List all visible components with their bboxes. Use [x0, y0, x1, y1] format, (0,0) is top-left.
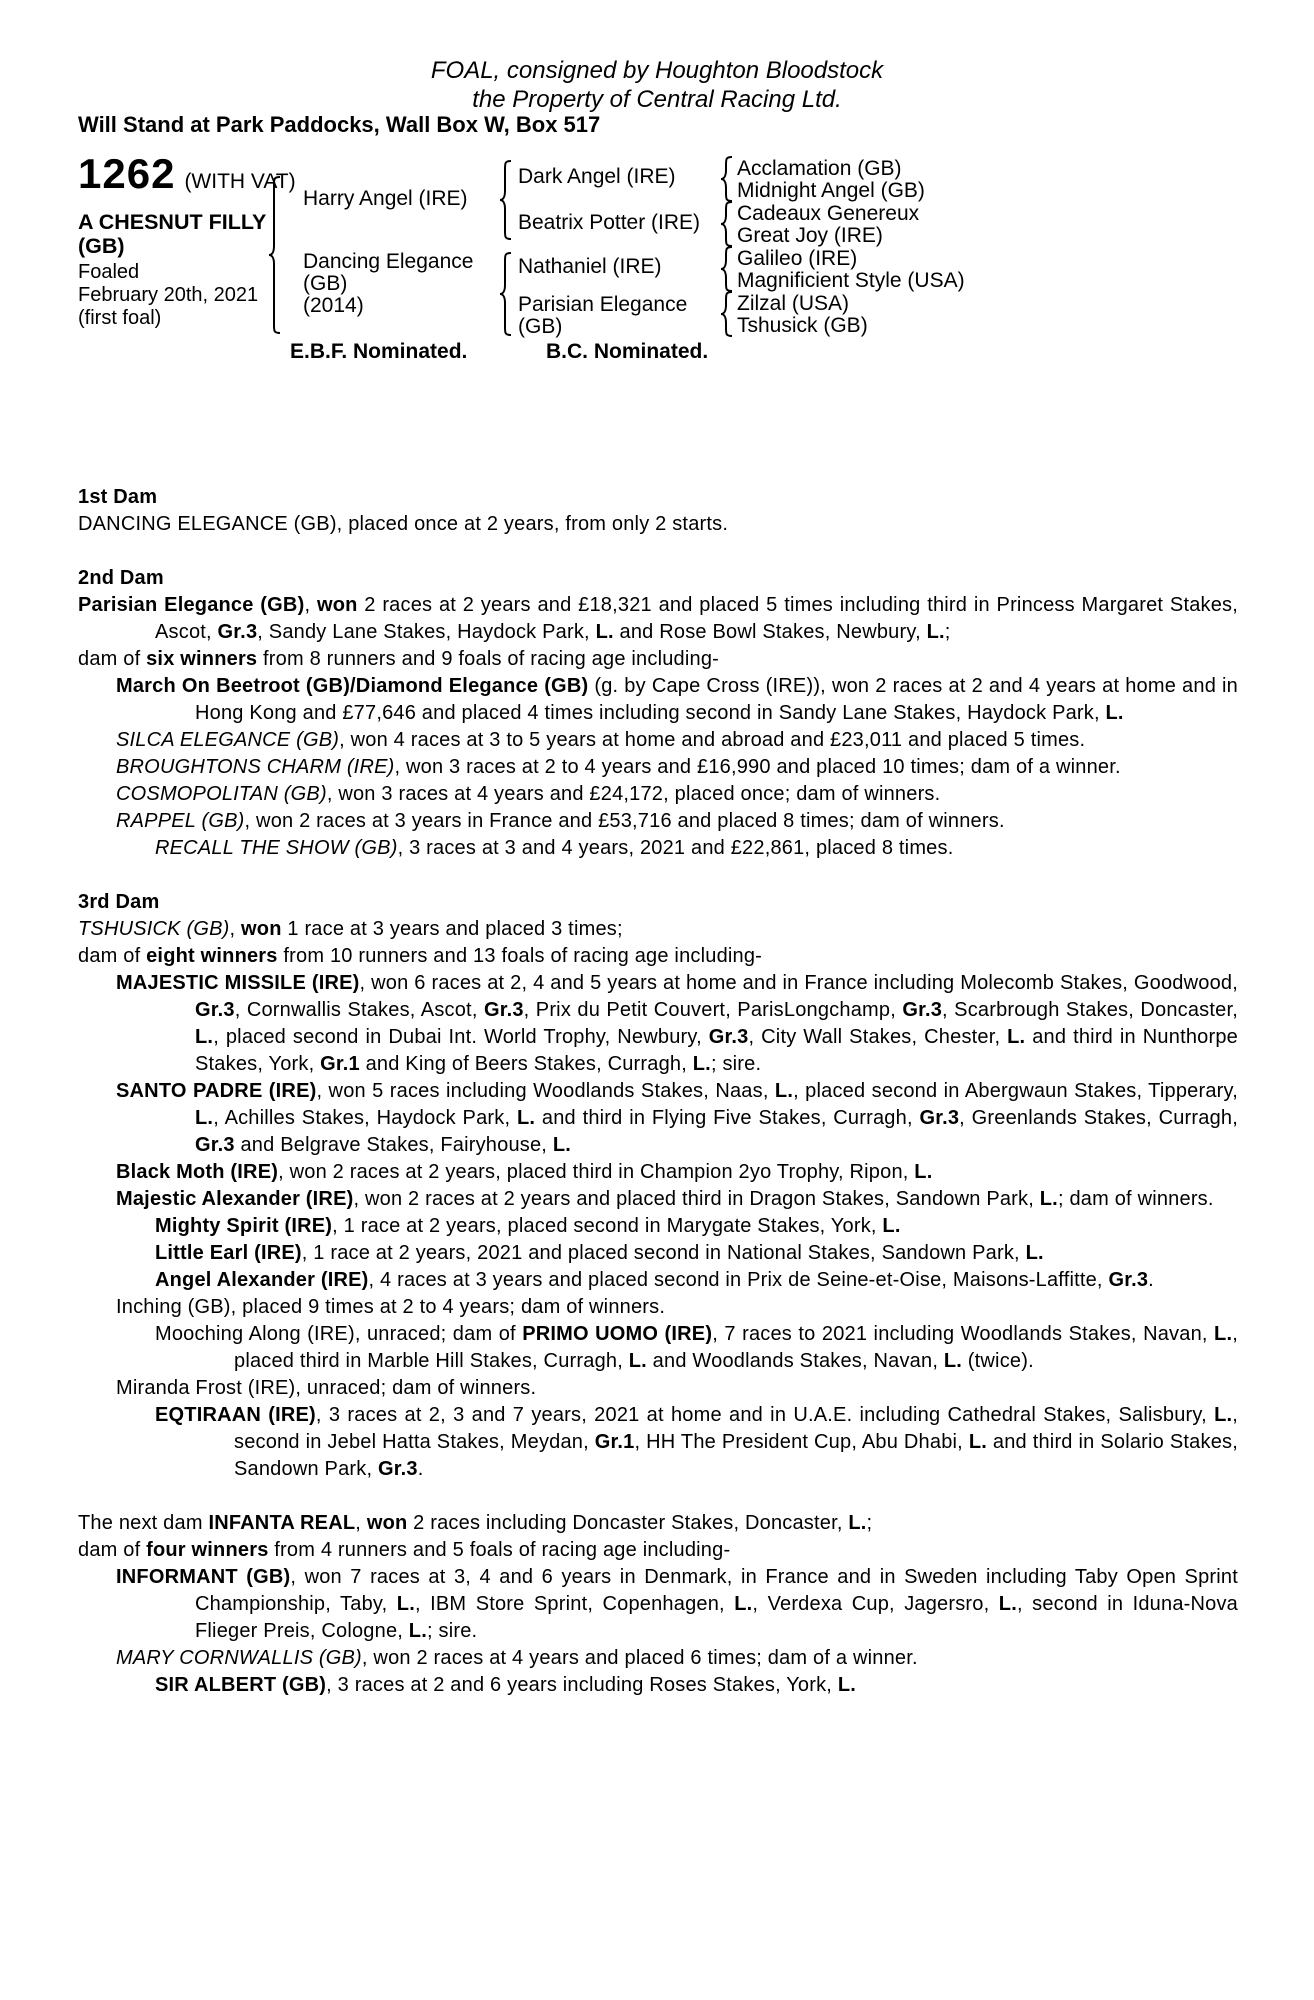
vat-note: (WITH VAT) [184, 170, 296, 193]
sire-sire-name: Dark Angel (IRE) [518, 165, 676, 188]
dam-dam-name-line: (GB) [518, 315, 563, 338]
pedigree-paragraph: March On Beetroot (GB)/Diamond Elegance (GB) (g. by Cape Cross (IRE)), won 2 races at 2 and 4 years at home and in Hong Kong and £77,646 and placed 4 times including second in Sandy Lane Stakes, Haydock Park, L. [116, 675, 1238, 724]
pedigree-section [78, 565, 1238, 862]
dam-name [303, 251, 473, 317]
gg-name: Galileo (IRE) [737, 247, 858, 270]
pedigree-paragraph: dam of eight winners from 10 runners and 13 foals of racing age including- [78, 945, 763, 967]
section-heading: 1st Dam [78, 486, 158, 508]
dam-name-line: (2014) [303, 294, 364, 317]
stand-location: Will Stand at Park Paddocks, Wall Box W, Box 517 [78, 112, 601, 137]
gg-name: Great Joy (IRE) [737, 224, 883, 247]
subject-name: A CHESNUT FILLY [78, 210, 267, 234]
consignor-line-2: the Property of Central Racing Ltd. [472, 86, 842, 113]
pedigree-paragraph: MARY CORNWALLIS (GB), won 2 races at 4 years and placed 6 times; dam of a winner. [116, 1647, 918, 1669]
pedigree-paragraph: BROUGHTONS CHARM (IRE), won 3 races at 2 to 4 years and £16,990 and placed 10 times; dam of a winner. [116, 756, 1121, 778]
pedigree-paragraph: Angel Alexander (IRE), 4 races at 3 years and placed second in Prix de Seine-et-Oise, Maisons-Laffitte, Gr.3. [155, 1269, 1154, 1291]
ebf-nomination: E.B.F. Nominated. [290, 340, 468, 363]
pedigree-chart [0, 148, 1314, 390]
pedigree-section [78, 1510, 1238, 1699]
sire-name: Harry Angel (IRE) [303, 187, 468, 210]
pedigree-paragraph: Mooching Along (IRE), unraced; dam of PRIMO UOMO (IRE), 7 races to 2021 including Woodlands Stakes, Navan, L., placed third in Marble Hill Stakes, Curragh, L. and Woodlands Stakes, Navan, L. (twice). [155, 1323, 1238, 1372]
gg-name: Midnight Angel (GB) [737, 179, 925, 202]
section-heading: 3rd Dam [78, 891, 160, 913]
gg-pair-dam-sire [737, 248, 965, 292]
pedigree-brace [267, 176, 283, 340]
gg-pair-sire-dam [737, 203, 919, 247]
lot-header [78, 150, 296, 198]
pedigree-paragraph: RAPPEL (GB), won 2 races at 3 years in France and £53,716 and placed 8 times; dam of winners. [116, 810, 1005, 832]
pedigree-brace [498, 160, 514, 246]
gg-name: Cadeaux Genereux [737, 202, 920, 225]
pedigree-paragraph: Mighty Spirit (IRE), 1 race at 2 years, placed second in Marygate Stakes, York, L. [155, 1215, 901, 1237]
pedigree-paragraph: dam of four winners from 4 runners and 5 foals of racing age including- [78, 1539, 731, 1561]
dam-sire-name: Nathaniel (IRE) [518, 255, 662, 278]
pedigree-paragraph: MAJESTIC MISSILE (IRE), won 6 races at 2, 4 and 5 years at home and in France including Molecomb Stakes, Goodwood, Gr.3, Cornwallis Stakes, Ascot, Gr.3, Prix du Petit Couvert, ParisLongchamp, Gr.3, Scarbrough Stakes, Doncaster, L., placed second in Dubai Int. World Trophy, Newbury, Gr.3, City Wall Stakes, Chester, L. and third in Nunthorpe Stakes, York, Gr.1 and King of Beers Stakes, Curragh, L.; sire. [116, 972, 1238, 1075]
pedigree-paragraph: TSHUSICK (GB), won 1 race at 3 years and placed 3 times; [78, 918, 623, 940]
gg-name: Zilzal (USA) [737, 292, 850, 315]
pedigree-paragraph: COSMOPOLITAN (GB), won 3 races at 4 years and £24,172, placed once; dam of winners. [116, 783, 941, 805]
dam-name-line: (GB) [303, 272, 348, 295]
pedigree-paragraph: dam of six winners from 8 runners and 9 foals of racing age including- [78, 648, 720, 670]
gg-pair-dam-dam [737, 293, 868, 337]
first-foal-note: (first foal) [78, 307, 162, 329]
gg-name: Magnificient Style (USA) [737, 269, 965, 292]
pedigree-paragraph: SANTO PADRE (IRE), won 5 races including Woodlands Stakes, Naas, L., placed second in Abergwaun Stakes, Tipperary, L., Achilles Stakes, Haydock Park, L. and third in Flying Five Stakes, Curragh, Gr.3, Greenlands Stakes, Curragh, Gr.3 and Belgrave Stakes, Fairyhouse, L. [116, 1080, 1238, 1156]
gg-pair-sire-sire [737, 158, 925, 202]
gg-name: Acclamation (GB) [737, 157, 902, 180]
pedigree-section [78, 889, 1238, 1483]
pedigree-brace [719, 291, 735, 343]
subject-country: (GB) [78, 234, 125, 258]
subject-block [78, 210, 298, 330]
pedigree-paragraph: SILCA ELEGANCE (GB), won 4 races at 3 to 5 years at home and abroad and £23,011 and placed 5 times. [116, 729, 1086, 751]
pedigree-paragraph: Inching (GB), placed 9 times at 2 to 4 years; dam of winners. [116, 1296, 666, 1318]
pedigree-paragraph: The next dam INFANTA REAL, won 2 races including Doncaster Stakes, Doncaster, L.; [78, 1512, 873, 1534]
pedigree-section [78, 484, 1238, 538]
dam-dam-name [518, 294, 687, 338]
pedigree-paragraph: INFORMANT (GB), won 7 races at 3, 4 and 6 years in Denmark, in France and in Sweden including Taby Open Sprint Championship, Taby, L., IBM Store Sprint, Copenhagen, L., Verdexa Cup, Jagersro, L., second in Iduna-Nova Flieger Preis, Cologne, L.; sire. [116, 1566, 1238, 1642]
pedigree-paragraph: Miranda Frost (IRE), unraced; dam of winners. [116, 1377, 537, 1399]
consignor-line-1: FOAL, consigned by Houghton Bloodstock [430, 57, 884, 84]
pedigree-paragraph: DANCING ELEGANCE (GB), placed once at 2 years, from only 2 starts. [78, 513, 729, 535]
pedigree-paragraph: SIR ALBERT (GB), 3 races at 2 and 6 years including Roses Stakes, York, L. [155, 1674, 857, 1696]
pedigree-paragraph: Parisian Elegance (GB), won 2 races at 2 years and £18,321 and placed 5 times including third in Princess Margaret Stakes, Ascot, Gr.3, Sandy Lane Stakes, Haydock Park, L. and Rose Bowl Stakes, Newbury, L.; [78, 594, 1239, 643]
foaled-date: February 20th, 2021 [78, 284, 259, 306]
consignor-header [0, 56, 1314, 114]
pedigree-brace [498, 252, 514, 342]
pedigree-paragraph: RECALL THE SHOW (GB), 3 races at 3 and 4 years, 2021 and £22,861, placed 8 times. [155, 837, 954, 859]
dam-name-line: Dancing Elegance [303, 250, 474, 273]
section-heading: 2nd Dam [78, 567, 164, 589]
gg-name: Tshusick (GB) [737, 314, 868, 337]
pedigree-paragraph: Majestic Alexander (IRE), won 2 races at 2 years and placed third in Dragon Stakes, Sandown Park, L.; dam of winners. [116, 1188, 1214, 1210]
bc-nomination: B.C. Nominated. [546, 340, 709, 363]
pedigree-paragraph: EQTIRAAN (IRE), 3 races at 2, 3 and 7 years, 2021 at home and in U.A.E. including Cathedral Stakes, Salisbury, L., second in Jebel Hatta Stakes, Meydan, Gr.1, HH The President Cup, Abu Dhabi, L. and third in Solario Stakes, Sandown Park, Gr.3. [155, 1404, 1239, 1480]
sire-dam-name: Beatrix Potter (IRE) [518, 211, 701, 234]
pedigree-text [78, 484, 1238, 1699]
pedigree-paragraph: Little Earl (IRE), 1 race at 2 years, 2021 and placed second in National Stakes, Sandown Park, L. [155, 1242, 1044, 1264]
lot-number: 1262 [78, 150, 176, 197]
dam-dam-name-line: Parisian Elegance [518, 293, 688, 316]
pedigree-paragraph: Black Moth (IRE), won 2 races at 2 years, placed third in Champion 2yo Trophy, Ripon, L. [116, 1161, 933, 1183]
foaled-label: Foaled [78, 261, 140, 283]
